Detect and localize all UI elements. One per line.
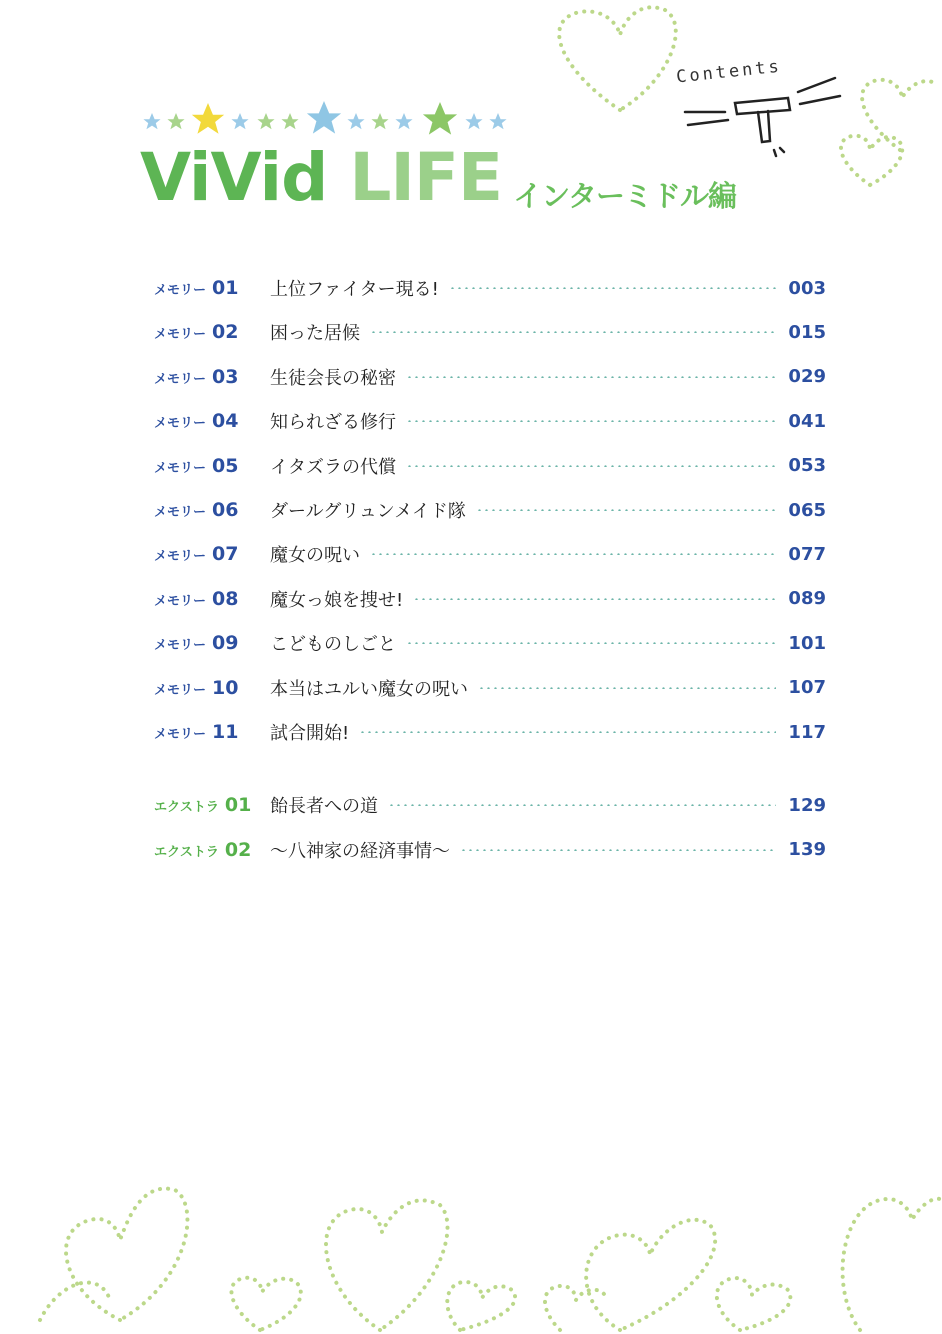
leader-dots [476,509,776,511]
entry-page-number: 015 [788,321,826,343]
entry-title: 本当はユルい魔女の呪い [270,678,468,700]
entry-kind: メモリー [154,682,207,698]
memory-row[interactable] [154,266,826,310]
entry-label [154,543,270,565]
entry-title: イタズラの代償 [270,456,396,478]
entry-label [154,277,270,299]
leader-dots [449,287,776,289]
memory-row[interactable] [154,444,826,488]
leader-dots [406,642,776,644]
title-life: LIFE [349,139,503,216]
entry-page-number: 089 [788,588,826,610]
leader-dots [478,687,776,689]
entry-title: 生徒会長の秘密 [270,367,396,389]
entry-number: 06 [212,499,239,521]
title-vivid: ViVid [140,139,328,216]
entry-kind: メモリー [154,460,207,476]
extra-row[interactable] [154,783,826,827]
entry-number: 08 [212,587,239,610]
leader-dots [370,553,776,555]
entry-title: ダールグリュンメイド隊 [270,501,466,522]
entry-label [154,499,270,521]
entry-page-number: 077 [788,543,826,565]
entry-title: 魔女の呪い [270,545,360,567]
entry-title: 試合開始! [270,723,350,744]
extra-row[interactable] [154,828,826,872]
memory-row[interactable] [154,621,826,665]
entry-page-number: 041 [788,410,826,432]
book-title [140,138,736,218]
memory-row[interactable] [154,310,826,354]
entry-number: 10 [212,676,239,699]
entry-kind: メモリー [154,416,207,432]
contents-tag: Contents [675,56,783,88]
entry-title: 魔女っ娘を捜せ! [270,589,404,611]
entry-label [154,321,270,343]
leader-dots [460,849,776,851]
entry-number: 07 [212,543,239,566]
title-main [140,138,502,218]
entry-kind: メモリー [154,593,207,609]
entry-kind: メモリー [154,505,207,520]
entry-kind: メモリー [154,371,207,387]
entry-label [154,410,270,432]
entry-number: 02 [212,321,239,344]
entry-label [154,455,270,477]
entry-number: 02 [224,838,252,861]
heart-decoration-bottom [0,1170,942,1334]
entry-number: 01 [224,794,252,817]
entry-title: こどものしごと [270,634,396,656]
memory-row[interactable] [154,488,826,532]
memory-row[interactable] [154,355,826,399]
leader-dots [388,804,776,806]
memory-row[interactable] [154,577,826,621]
entry-page-number: 003 [788,277,826,299]
leader-dots [359,731,776,733]
entry-page-number: 029 [788,366,826,388]
leader-dots [406,376,776,378]
entry-page-number: 053 [788,455,826,477]
entry-title: 困った居候 [270,323,360,345]
entry-number: 05 [212,454,239,477]
entry-number: 04 [212,410,239,433]
entry-number: 01 [212,277,239,299]
entry-label [154,794,270,816]
entry-title: 〜八神家の経済事情〜 [270,840,450,862]
leader-dots [406,465,776,467]
entry-kind: エクストラ [154,800,219,816]
entry-page-number: 107 [788,677,826,699]
star-row-decoration [140,100,520,140]
memory-row[interactable] [154,399,826,443]
entry-page-number: 065 [788,499,826,521]
entry-kind: メモリー [154,638,207,654]
entry-kind: メモリー [154,727,207,742]
title-subtitle: インターミドル編 [513,179,737,213]
memory-row[interactable] [154,532,826,576]
entry-label [154,721,270,743]
entry-kind: メモリー [154,549,207,565]
memory-row[interactable] [154,666,826,710]
entry-page-number: 129 [788,794,826,816]
leader-dots [413,598,776,600]
entry-title: 知られざる修行 [270,412,396,434]
entry-page-number: 139 [788,839,826,861]
entry-kind: エクストラ [154,844,219,860]
entry-number: 03 [212,365,239,388]
entry-label [154,839,270,861]
entry-number: 11 [212,721,239,743]
entry-title: 飴長者への道 [270,796,378,818]
entry-kind: メモリー [154,327,207,343]
memory-row[interactable] [154,710,826,754]
leader-dots [406,420,776,422]
entry-number: 09 [212,632,239,655]
entry-kind: メモリー [154,283,207,298]
entry-label [154,588,270,610]
entry-page-number: 101 [788,632,826,654]
entry-label [154,677,270,699]
entry-label [154,632,270,654]
entry-label [154,366,270,388]
entry-page-number: 117 [788,721,826,743]
entry-title: 上位ファイター現る! [270,279,439,300]
leader-dots [370,331,776,333]
